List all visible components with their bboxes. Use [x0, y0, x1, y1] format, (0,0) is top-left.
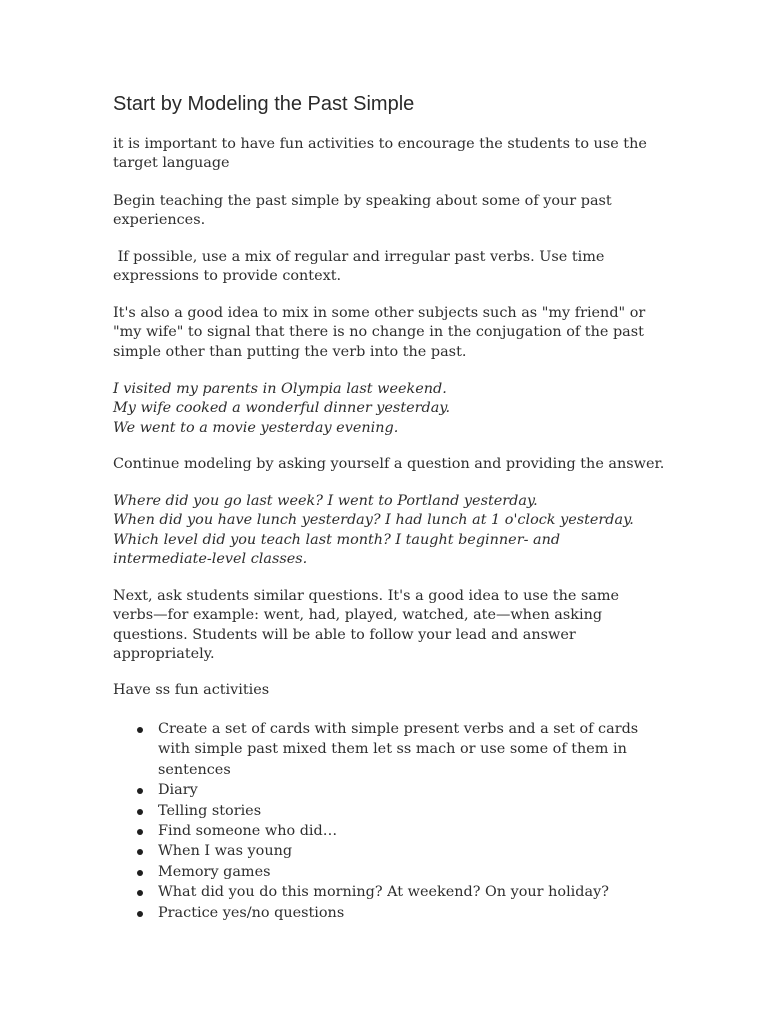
bullet-icon [137, 788, 143, 794]
list-item [113, 862, 673, 882]
bullet-icon [137, 911, 143, 917]
bullet-icon [137, 809, 143, 815]
list-item-text: Create a set of cards with simple present verbs and a set of cards [158, 721, 639, 737]
example-line: We went to a movie yesterday evening. [113, 419, 399, 436]
list-item [113, 821, 673, 841]
list-item [113, 841, 673, 861]
example-line: My wife cooked a wonderful dinner yesterday. [113, 400, 451, 417]
list-item-text: Practice yes/no questions [158, 904, 345, 921]
list-item [113, 801, 673, 821]
text-line: experiences. [113, 212, 206, 229]
text-line: questions. Students will be able to follow your lead and answer [113, 626, 576, 643]
example-sentences [113, 380, 673, 438]
list-item-text: Diary [158, 782, 198, 799]
list-item [113, 719, 673, 780]
text-line: Next, ask students similar questions. It's a good idea to use the same [113, 588, 620, 604]
list-item [113, 903, 673, 923]
example-line: Where did you go last week? I went to Portland yesterday. [113, 493, 538, 509]
question-answer-examples [113, 492, 673, 570]
verb-mix-paragraph [113, 248, 673, 287]
list-item-text: sentences [158, 761, 231, 778]
text-line: simple other than putting the verb into the past. [113, 343, 467, 360]
text-line: It's also a good idea to mix in some other subjects such as "my friend" or [113, 305, 646, 321]
text-line: verbs—for example: went, had, played, watched, ate—when asking [113, 607, 603, 624]
text-line: appropriately. [113, 646, 215, 663]
bullet-icon [137, 890, 143, 896]
bullet-icon [137, 849, 143, 855]
page-title: Start by Modeling the Past Simple [113, 93, 415, 115]
text-line: Continue modeling by asking yourself a question and providing the answer. [113, 456, 665, 472]
subjects-paragraph [113, 304, 673, 362]
list-item-text: Find someone who did… [158, 823, 338, 840]
list-item [113, 780, 673, 800]
list-item [113, 882, 673, 902]
text-line: expressions to provide context. [113, 268, 342, 285]
activities-heading [113, 681, 673, 700]
bullet-icon [137, 870, 143, 876]
text-line: it is important to have fun activities to encourage the students to use the [113, 136, 647, 152]
list-item-text: Telling stories [158, 802, 262, 819]
list-item-text: What did you do this morning? At weekend? On your holiday? [158, 884, 609, 901]
example-line: When did you have lunch yesterday? I had lunch at 1 o'clock yesterday. [113, 512, 634, 529]
list-item-text: with simple past mixed them let ss mach or use some of them in [158, 741, 627, 758]
activities-list [113, 719, 673, 923]
bullet-icon [137, 829, 143, 835]
example-line: intermediate-level classes. [113, 551, 308, 568]
begin-teaching-paragraph [113, 192, 673, 231]
bullet-icon [137, 727, 143, 733]
list-item-text: Memory games [158, 863, 271, 880]
list-item-text: When I was young [158, 843, 293, 860]
example-line: I visited my parents in Olympia last weekend. [113, 381, 447, 397]
text-line: If possible, use a mix of regular and irregular past verbs. Use time [113, 249, 605, 265]
text-line: Have ss fun activities [113, 682, 270, 698]
intro-paragraph [113, 135, 673, 174]
text-line: target language [113, 155, 230, 172]
text-line: Begin teaching the past simple by speaking about some of your past [113, 193, 612, 209]
text-line: "my wife" to signal that there is no change in the conjugation of the past [113, 324, 644, 341]
continue-modeling-paragraph [113, 455, 673, 474]
next-step-paragraph [113, 587, 673, 665]
example-line: Which level did you teach last month? I taught beginner- and [113, 531, 561, 548]
